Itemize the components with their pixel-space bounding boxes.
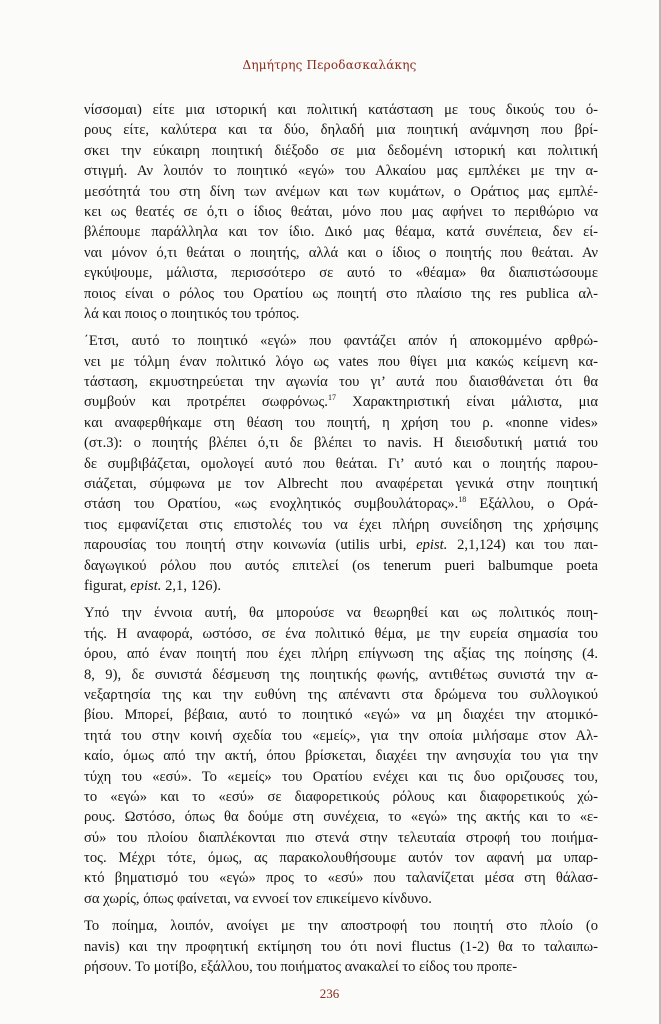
text-line: τύχη του «εσύ». Το «εμείς» του Ορατίου ενέχει και τις δυο οριζουσες του, xyxy=(84,768,598,785)
text-line: νει με τόλμη έναν πολιτικό λόγο ως vates που θίγει μια κακώς κείμενη κα- xyxy=(84,353,598,370)
text-line: ΄Ετσι, αυτό το ποιητικό «εγώ» που φαντάζει απόν ή αποκομμένο αρθρώ- xyxy=(84,333,598,350)
text-line: δε συμβιβάζεται, ομολογεί αυτό που θεάται. Γι’ αυτό και ο ποιητής παρου- xyxy=(84,455,598,472)
text-line: τητά του στην κοινή σχεδία του «εμείς», για την οποία μιλήσαμε στον Αλ- xyxy=(84,727,598,744)
text-line: σκει την εύκαιρη ποιητική διέξοδο σε μια δεδομένη ιστορική και πολιτική xyxy=(84,142,598,159)
text-line: το «εγώ» και το «εσύ» σε διαφορετικούς ρόλους και διαφορετικούς χώ- xyxy=(84,788,598,805)
text-line: ναι μόνον ό,τι θεάται ο ποιητής, αλλά και ο ίδιος ο ποιητής που θεάται. Αν xyxy=(84,244,598,261)
text-line: εγκύψουμε, μάλιστα, περισσότερο σε αυτό το «θέαμα» θα διαπιστώσουμε xyxy=(84,265,598,282)
text-line: κτό βηματισμό του «εγώ» προς το «εσύ» που ταλανίζεται μέσα στη θάλασ- xyxy=(84,870,598,887)
text-line: Υπό την έννοια αυτή, θα μπορούσε να θεωρηθεί και ως πολιτικός ποιη- xyxy=(84,605,598,622)
text-line: παρουσίας του ποιητή στην κοινωνία (utilis urbi, epist. 2,1,124) και του παι- xyxy=(84,537,598,554)
text-line: Το ποίημα, λοιπόν, ανοίγει με την αποστροφή του ποιητή στο πλοίο (ο xyxy=(84,918,598,935)
text-line: ρους. Ωστόσο, όπως θα δούμε στη συνέχεια, το «εγώ» της ακτής και το «ε- xyxy=(84,809,598,826)
paragraph xyxy=(84,916,598,977)
text-line: 8, 9), δε συνιστά δέσμευση της ποιητικής φωνής, αντιθέτως συνιστά την α- xyxy=(84,666,598,683)
text-line: στάση του Ορατίου, «ως ενοχλητικός συμβουλάτορας».$^{18}$ Εξάλλου, ο Ορά- xyxy=(84,495,598,513)
text-line: δαγωγικού ρόλου που αυτός επιτελεί (os tenerum pueri balbumque poeta xyxy=(84,557,598,574)
text-line: στιγμή. Αν λοιπόν το ποιητικό «εγώ» του Αλκαίου μας εμπλέκει με την α- xyxy=(84,163,598,180)
text-line: κει ως θεατές σε ό,τι ο ίδιος θεάται, μόνο που μας αφήνει το περιθώριο να xyxy=(84,203,598,220)
paragraph xyxy=(84,100,598,324)
text-line: ρήσουν. Το μοτίβο, εξάλλου, του ποιήματος ανακαλεί το είδος του προπε- xyxy=(84,959,518,976)
paragraph xyxy=(84,603,598,909)
text-line: (στ.3): ο ποιητής βλέπει ό,τι δε βλέπει το navis. Η διεισδυτική ματιά του xyxy=(84,435,598,452)
text-line: συμβούν και προτρέπει σωφρόνως.$^{17}$ Χαρακτηριστική είναι μάλιστα, μια xyxy=(84,393,598,411)
text-line: βλέπουμε παράλληλα και τον ίδιο. Δικό μας θέαμα, κατά συνέπεια, δεν εί- xyxy=(84,224,598,241)
text-line: τος. Μέχρι τότε, όμως, ας παρακολουθήσουμε αυτόν τον αφανή μα υπαρ- xyxy=(84,850,598,867)
text-line: ρους είτε, καλύτερα και τα δύο, δηλαδή μια ποιητική ανάμνηση που βρί- xyxy=(84,122,598,139)
text-line: μεσότητά του στη δίνη των ανέμων και των κυμάτων, ο Οράτιος μας εμπλέ- xyxy=(84,183,598,200)
running-head: Δημήτρης Περοδασκαλάκης xyxy=(242,58,417,72)
text-line: σύ» του πλοίου διαπλέκονται πιο στενά στην τελευταία στροφή του ποιήμα- xyxy=(84,829,598,846)
text-line: βίου. Μπορεί, βέβαια, αυτό το ποιητικό «εγώ» να μη διαχέει την ατομικό- xyxy=(84,707,598,724)
text-line: λά και ποιος ο ποιητικός του τρόπος. xyxy=(84,305,300,322)
text-line: τιος εμφανίζεται στις επιστολές του να έχει πλήρη συνείδηση της χρήσιμης xyxy=(84,516,598,533)
text-line: όρου, από έναν ποιητή που έχει πλήρη επίγνωση της αξίας της ποίησης (4. xyxy=(84,646,598,663)
text-line: σα χωρίς, όπως φαίνεται, να εννοεί τον επικείμενο κίνδυνο. xyxy=(84,890,432,907)
page-number: 236 xyxy=(319,986,340,1001)
text-line: figurat, epist. 2,1, 126). xyxy=(84,577,222,594)
body-text xyxy=(84,100,598,977)
text-line: ποιος είναι ο ρόλος του Ορατίου ως ποιητή στο πλαίσιο της res publica αλ- xyxy=(84,285,598,302)
text-line: νίσσομαι) είτε μια ιστορική και πολιτική κατάσταση με τους δικούς του ό- xyxy=(84,102,598,118)
text-line: navis) και την προφητική εκτίμηση του ότι novi fluctus (1-2) θα το ταλαιπω- xyxy=(84,938,598,955)
text-line: σιάζεται, σύμφωνα με τον Albrecht που αναφέρεται γενικά στην ποιητική xyxy=(84,476,598,493)
footnote-marker: 18 xyxy=(458,495,467,505)
text-line: τής. Η αναφορά, ωστόσο, σε ένα πολιτικό θέμα, με την ευρεία σημασία του xyxy=(84,625,598,642)
text-line: καίο, όμως από την ακτή, όπου βρίσκεται, διαχέει την ανησυχία του για την xyxy=(84,748,598,765)
footnote-marker: 17 xyxy=(327,393,336,403)
text-line: τάσταση, εκμυστηρεύεται την αγωνία του γι’ αυτά που διαισθάνεται ότι θα xyxy=(84,374,598,391)
text-line: νεξαρτησία της και την ευθύνη της απέναντι στα δρώμενα του συλλογικού xyxy=(84,686,598,703)
paragraph xyxy=(84,331,598,596)
text-line: και αναφερθήκαμε στη θέαση του ποιητή, η χρήση του ρ. «nonne vides» xyxy=(84,414,598,431)
